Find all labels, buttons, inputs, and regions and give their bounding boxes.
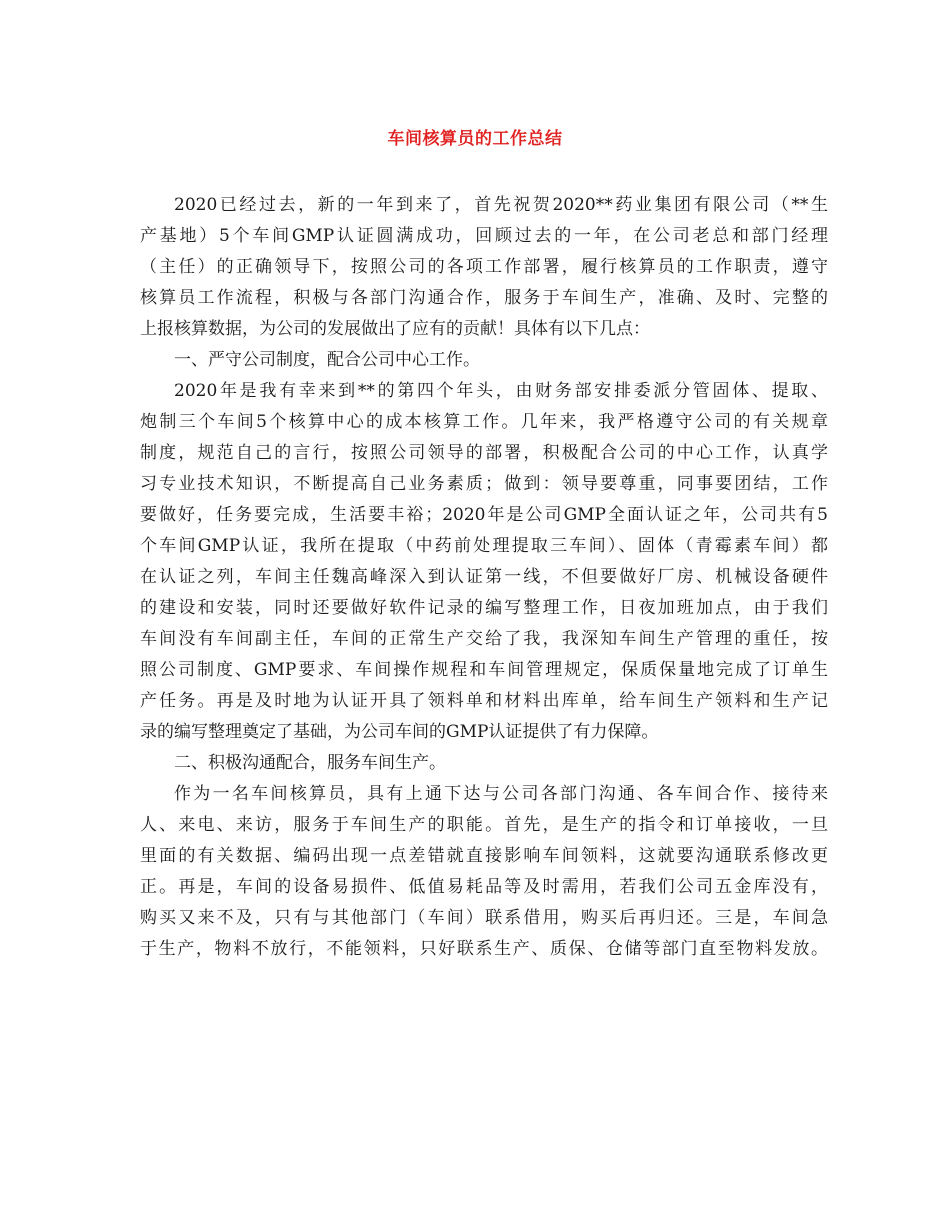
text-line: 里面的有关数据、编码出现一点差错就直接影响车间领料，这就要沟通联系修改更 (140, 846, 828, 866)
text-line: 要做好，任务要完成，生活要丰裕；2020年是公司GMP全面认证之年，公司共有5 (140, 505, 828, 525)
text-line: 在认证之列，车间主任魏高峰深入到认证第一线，不但要做好厂房、机械设备硬件 (140, 567, 828, 587)
text-line: 购买又来不及，只有与其他部门（车间）联系借用，购买后再归还。三是，车间急 (140, 908, 828, 928)
text-line: 正。再是，车间的设备易损件、低值易耗品等及时需用，若我们公司五金库没有， (140, 877, 828, 897)
text-line: 个车间GMP认证，我所在提取（中药前处理提取三车间）、固体（青霉素车间）都 (140, 536, 828, 556)
text-line: （主任）的正确领导下，按照公司的各项工作部署，履行核算员的工作职责，遵守 (140, 257, 828, 277)
document-body (140, 190, 828, 965)
text-line: 制度，规范自己的言行，按照公司领导的部署，积极配合公司的中心工作，认真学 (140, 443, 828, 463)
text-line: 于生产，物料不放行，不能领料，只好联系生产、质保、仓储等部门直至物料发放。 (140, 939, 828, 959)
text-line: 产任务。再是及时地为认证开具了领料单和材料出库单，给车间生产领料和生产记 (140, 691, 828, 711)
text-line: 核算员工作流程，积极与各部门沟通合作，服务于车间生产，准确、及时、完整的 (140, 288, 828, 308)
text-line: 录的编写整理奠定了基础，为公司车间的GMP认证提供了有力保障。 (140, 722, 659, 742)
text-line: 2020年是我有幸来到**的第四个年头，由财务部安排委派分管固体、提取、 (174, 381, 828, 401)
text-line: 上报核算数据，为公司的发展做出了应有的贡献！具体有以下几点： (140, 319, 650, 339)
text-line: 照公司制度、GMP要求、车间操作规程和车间管理规定，保质保量地完成了订单生 (140, 660, 828, 680)
text-line: 人、来电、来访，服务于车间生产的职能。首先，是生产的指令和订单接收，一旦 (140, 815, 828, 835)
text-line: 一、严守公司制度，配合公司中心工作。 (174, 350, 480, 370)
document-title: 车间核算员的工作总结 (387, 129, 563, 149)
text-line: 的建设和安装，同时还要做好软件记录的编写整理工作，日夜加班加点，由于我们 (140, 598, 828, 618)
text-line: 2020已经过去，新的一年到来了，首先祝贺2020**药业集团有限公司（**生 (174, 195, 828, 215)
text-line: 习专业技术知识，不断提高自己业务素质；做到：领导要尊重，同事要团结，工作 (140, 474, 828, 494)
text-line: 二、积极沟通配合，服务车间生产。 (174, 753, 446, 773)
text-line: 炮制三个车间5个核算中心的成本核算工作。几年来，我严格遵守公司的有关规章 (140, 412, 828, 432)
text-line: 产基地）5个车间GMP认证圆满成功，回顾过去的一年，在公司老总和部门经理 (140, 226, 828, 246)
text-line: 作为一名车间核算员，具有上通下达与公司各部门沟通、各车间合作、接待来 (174, 784, 828, 804)
text-line: 车间没有车间副主任，车间的正常生产交给了我，我深知车间生产管理的重任，按 (140, 629, 828, 649)
